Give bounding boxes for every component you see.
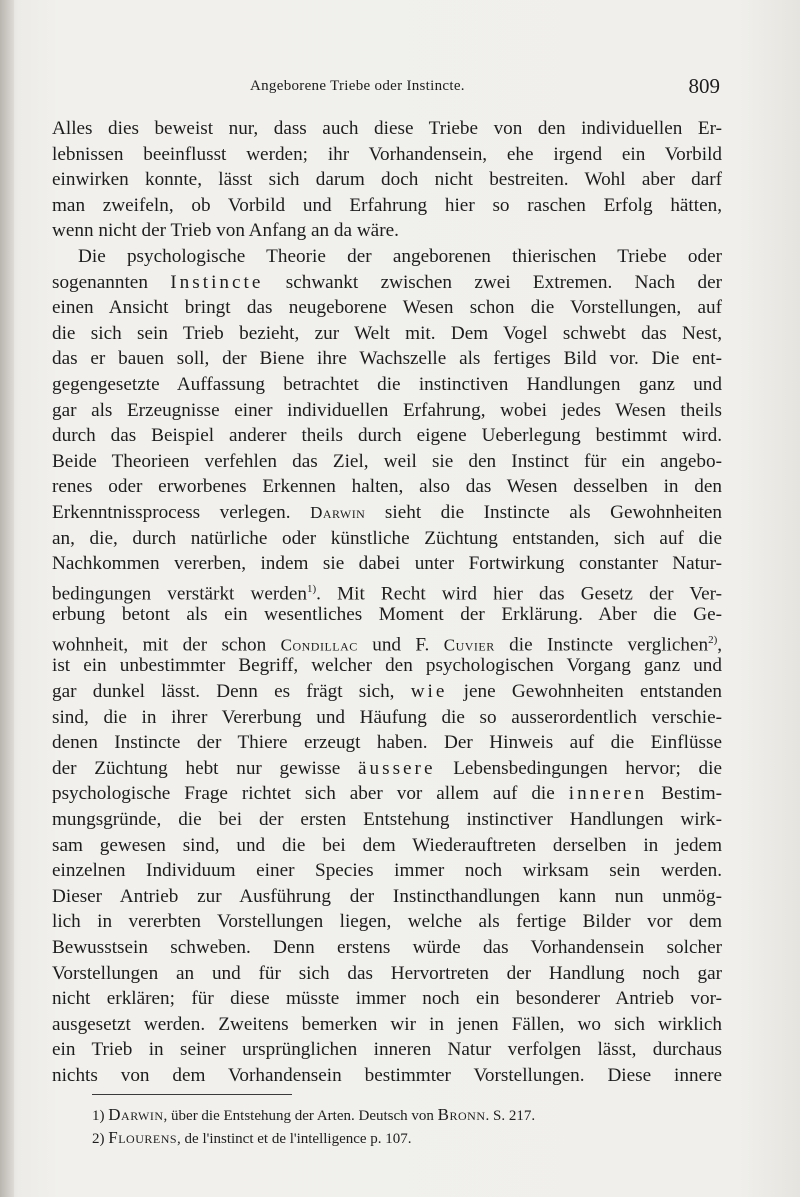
footnote-author: Flourens bbox=[108, 1128, 178, 1147]
spaced-emphasis: inneren bbox=[568, 783, 648, 805]
text-line: gar als Erzeugnisse einer individuellen Erfahrung, wobei jedes Wesen theils bbox=[52, 399, 722, 421]
spaced-emphasis: wie bbox=[410, 681, 448, 703]
text-line bbox=[52, 628, 722, 654]
text-line: nichts von dem Vorhandensein bestimmter Vorstellungen. Diese innere bbox=[52, 1064, 722, 1086]
footnote-author: Darwin bbox=[108, 1105, 164, 1124]
text-line bbox=[52, 270, 722, 296]
text-line: an, die, durch natürliche oder künstliche Züchtung entstanden, sich auf die bbox=[52, 527, 722, 549]
text-span: schwankt zwischen zwei Extremen. Nach der bbox=[285, 271, 723, 293]
text-line: die sich sein Trieb bezieht, zur Welt mit. Dem Vogel schwebt das Nest, bbox=[52, 322, 722, 344]
text-line: wenn nicht der Trieb von Anfang an da wäre. bbox=[52, 220, 399, 242]
footnote-ref: 2) bbox=[708, 633, 718, 646]
text-line: Vorstellungen an und für sich das Hervortreten der Handlung noch gar bbox=[52, 962, 722, 984]
text-span: der Züchtung hebt nur gewisse bbox=[52, 757, 341, 779]
running-header bbox=[250, 74, 720, 104]
text-span: psychologische Frage richtet sich aber vor allem auf die bbox=[52, 783, 555, 805]
text-line: man zweifeln, ob Vorbild und Erfahrung hier so raschen Erfolg hätten, bbox=[52, 194, 722, 216]
text-line: Alles dies beweist nur, dass auch diese Triebe von den individuellen Er- bbox=[52, 118, 722, 139]
spaced-emphasis: Instincte bbox=[170, 271, 264, 293]
footnote bbox=[92, 1104, 692, 1127]
text-line bbox=[52, 756, 722, 782]
page-number: 809 bbox=[688, 74, 720, 98]
footnotes bbox=[92, 1104, 692, 1150]
footnote-marker: 2) bbox=[92, 1131, 105, 1147]
footnote-divider bbox=[92, 1094, 292, 1095]
text-line bbox=[52, 781, 722, 807]
footnote bbox=[92, 1127, 692, 1150]
text-line: lebnissen beeinflusst werden; ihr Vorhandensein, ehe irgend ein Vorbild bbox=[52, 143, 722, 165]
text-line bbox=[52, 500, 722, 526]
text-span: sieht die Instincte als Gewohnheiten bbox=[384, 501, 723, 523]
text-span: wohnheit, mit der schon bbox=[52, 634, 267, 656]
text-line: einzelnen Individuum einer Species immer noch wirksam sein werden. bbox=[52, 860, 722, 882]
text-line: gegengesetzte Auffassung betrachtet die instinctiven Handlungen ganz und bbox=[52, 373, 722, 395]
spaced-emphasis: äussere bbox=[358, 757, 436, 779]
author-name: Cuvier bbox=[443, 635, 495, 655]
author-name: Darwin bbox=[310, 502, 366, 522]
text-line: ein Trieb in seiner ursprünglichen inneren Natur verfolgen lässt, durchaus bbox=[52, 1039, 722, 1061]
text-line: erbung betont als ein wesentliches Moment der Erklärung. Aber die Ge- bbox=[52, 604, 722, 626]
text-line bbox=[52, 577, 722, 603]
text-span: , bbox=[717, 634, 723, 656]
text-line: ausgesetzt werden. Zweitens bemerken wir in jenen Fällen, wo sich wirklich bbox=[52, 1013, 722, 1035]
footnote-text: , über die Entstehung der Arten. Deutsch von bbox=[163, 1108, 438, 1124]
text-line: sind, die in ihrer Vererbung und Häufung die so ausserordentlich verschie- bbox=[52, 706, 722, 728]
text-span: . Mit Recht wird hier das Gesetz der Ver- bbox=[316, 583, 722, 605]
text-line: einen Ansicht bringt das neugeborene Wesen schon die Vorstellungen, auf bbox=[52, 297, 722, 319]
text-span: und F. bbox=[372, 634, 430, 656]
text-line: Nachkommen vererben, indem sie dabei unter Fortwirkung constanter Natur- bbox=[52, 553, 722, 575]
text-line: das er bauen soll, der Biene ihre Wachszelle als fertiges Bild vor. Die ent- bbox=[52, 348, 722, 370]
text-line: Dieser Antrieb zur Ausführung der Instincthandlungen kann nun unmög- bbox=[52, 885, 722, 907]
page-edge-shadow bbox=[0, 0, 14, 1197]
footnote-marker: 1) bbox=[92, 1108, 105, 1124]
text-line: lich in vererbten Vorstellungen liegen, welche als fertige Bilder vor dem bbox=[52, 911, 722, 933]
text-line: renes oder erworbenes Erkennen halten, also das Wesen desselben in den bbox=[52, 476, 722, 498]
text-line: ist ein unbestimmter Begriff, welcher den psychologischen Vorgang ganz und bbox=[52, 655, 722, 677]
footnote-ref: 1) bbox=[306, 582, 317, 595]
text-line: denen Instincte der Thiere erzeugt haben. Der Hinweis auf die Einflüsse bbox=[52, 732, 722, 754]
text-span: gar dunkel lässt. Denn es frägt sich, bbox=[52, 681, 395, 703]
footnote-tail: . S. 217. bbox=[485, 1108, 536, 1124]
text-span: die Instincte verglichen bbox=[509, 634, 709, 656]
author-name: Condillac bbox=[280, 635, 358, 655]
text-span: jene Gewohnheiten entstanden bbox=[463, 681, 723, 703]
text-span: sogenannten bbox=[52, 271, 148, 293]
text-line: sam gewesen sind, und die bei dem Wiederauftreten derselben in jedem bbox=[52, 834, 722, 856]
text-line bbox=[52, 679, 722, 705]
text-span: Bestim- bbox=[661, 783, 723, 805]
text-line: Die psychologische Theorie der angeborenen thierischen Triebe oder bbox=[78, 245, 722, 267]
body-text bbox=[52, 116, 722, 1089]
footnote-translator: Bronn bbox=[437, 1105, 486, 1124]
text-span: Lebensbedingungen hervor; die bbox=[453, 757, 722, 779]
text-line: mungsgründe, die bei der ersten Entstehung instinctiver Handlungen wirk- bbox=[52, 809, 722, 831]
text-span: bedingungen verstärkt werden bbox=[52, 583, 307, 605]
text-span: Erkenntnissprocess verlegen. bbox=[52, 501, 291, 523]
text-line: Bewusstsein schweben. Denn erstens würde das Vorhandensein solcher bbox=[52, 937, 722, 958]
footnote-text: , de l'instinct et de l'intelligence p. 107. bbox=[177, 1131, 412, 1147]
text-line: nicht erklären; für diese müsste immer noch ein besonderer Antrieb vor- bbox=[52, 988, 722, 1010]
text-line: Beide Theorieen verfehlen das Ziel, weil sie den Instinct für ein angebo- bbox=[52, 450, 722, 472]
text-line: einwirken konnte, lässt sich darum doch nicht bestreiten. Wohl aber darf bbox=[52, 169, 722, 191]
text-line: durch das Beispiel anderer theils durch eigene Ueberlegung bestimmt wird. bbox=[52, 425, 722, 447]
running-title: Angeborene Triebe oder Instincte. bbox=[250, 78, 465, 94]
